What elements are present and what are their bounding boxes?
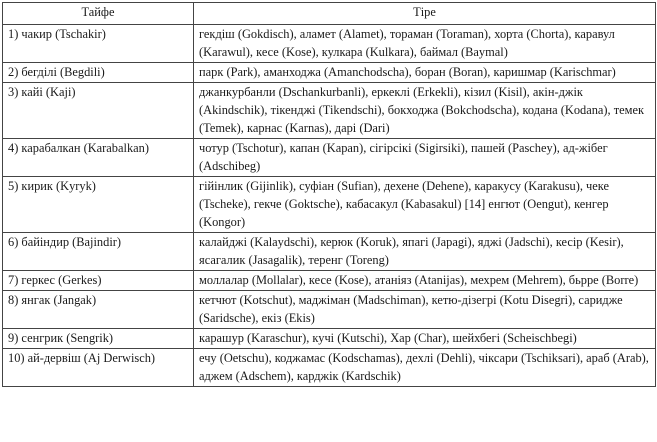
table-row (3, 139, 656, 177)
header-clans: Тіре (194, 3, 656, 25)
table-row (3, 25, 656, 63)
tribe-cell: 3) кайі (Kaji) (3, 83, 194, 139)
tribe-cell: 2) бегділі (Begdili) (3, 63, 194, 83)
tribe-cell: 6) байіндир (Bajindir) (3, 233, 194, 271)
clans-cell: моллалар (Mollalar), кесе (Kose), атаніяз (Atanijas), мехрем (Mehrem), бьрре (Borre) (194, 271, 656, 291)
clans-cell: ечу (Oetschu), коджамас (Kodschamas), дехлі (Dehli), чіксари (Tschiksari), араб (Arab), аджем (Adschem), карджік (Kardschik) (194, 349, 656, 387)
tribe-cell: 10) ай-дервіш (Aj Derwisch) (3, 349, 194, 387)
clans-cell: гійінлик (Gijinlik), суфіан (Sufian), дехене (Dehene), каракусу (Karakusu), чеке (Tscheke), гекче (Goktsche), кабасакул (Kabasakul) [14] енгют (Oengut), кенгер (Kongor) (194, 177, 656, 233)
tribe-cell: 8) янгак (Jangak) (3, 291, 194, 329)
table-row (3, 271, 656, 291)
clans-cell: карашур (Karaschur), кучі (Kutschi), Хар (Char), шейхбегі (Scheischbegi) (194, 329, 656, 349)
tribe-cell: 4) карабалкан (Karabalkan) (3, 139, 194, 177)
clans-cell: джанкурбанли (Dschankurbanli), еркеклі (Erkekli), кізил (Kisil), акін-джік (Akindschik), тікенджі (Tikendschi), бокходжа (Bokchodscha), кодана (Kodana), темек (Temek), карнас (Karnas), дарі (Dari) (194, 83, 656, 139)
tribe-cell: 5) кирик (Kyryk) (3, 177, 194, 233)
table-row (3, 83, 656, 139)
clans-cell: кетчют (Kotschut), маджіман (Madschiman), кетю-дізегрі (Kotu Disegri), саридже (Saridsche), екіз (Ekis) (194, 291, 656, 329)
table-row (3, 329, 656, 349)
table-row (3, 233, 656, 271)
header-tribe: Тайфе (3, 3, 194, 25)
table-row (3, 349, 656, 387)
clans-cell: чотур (Tschotur), капан (Kapan), сігірсікі (Sigirsiki), пашей (Paschey), ад-жібег (Adschibeg) (194, 139, 656, 177)
tribe-cell: 7) геркес (Gerkes) (3, 271, 194, 291)
tribe-cell: 9) сенгрик (Sengrik) (3, 329, 194, 349)
clans-cell: калайджі (Kalaydschi), керюк (Koruk), япагі (Japagi), яджі (Jadschi), кесір (Kesir), ясагалик (Jasagalik), теренг (Toreng) (194, 233, 656, 271)
table-row (3, 177, 656, 233)
tribes-table (2, 2, 656, 387)
tribes-table-container (2, 2, 656, 387)
table-row (3, 63, 656, 83)
clans-cell: гекдіш (Gokdisch), аламет (Alamet), тораман (Toraman), хорта (Chorta), каравул (Karawul), кесе (Kose), кулкара (Kulkara), баймал (Baymal) (194, 25, 656, 63)
tribe-cell: 1) чакир (Tschakir) (3, 25, 194, 63)
clans-cell: парк (Park), аманходжа (Amanchodscha), боран (Boran), каришмар (Karischmar) (194, 63, 656, 83)
header-row (3, 3, 656, 25)
table-row (3, 291, 656, 329)
